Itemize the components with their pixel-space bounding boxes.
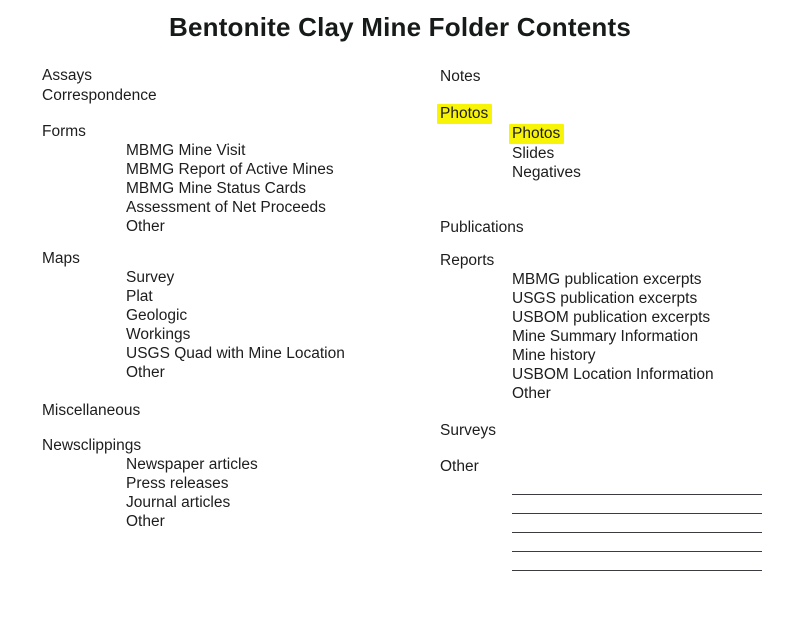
section-notes bbox=[440, 67, 790, 86]
list-item bbox=[440, 327, 790, 346]
list-item bbox=[440, 365, 790, 384]
section-heading bbox=[440, 218, 790, 237]
section-other bbox=[440, 457, 790, 571]
list-item bbox=[440, 163, 790, 182]
item-text: Newspaper articles bbox=[126, 456, 258, 473]
item-text: Other bbox=[126, 364, 165, 381]
list-item bbox=[440, 144, 790, 163]
list-item bbox=[42, 287, 432, 306]
item-text: Other bbox=[126, 218, 165, 235]
heading-text: Forms bbox=[42, 123, 86, 140]
write-in-line bbox=[512, 514, 762, 533]
item-text: Other bbox=[512, 385, 551, 402]
list-item bbox=[42, 217, 432, 236]
list-item bbox=[42, 141, 432, 160]
heading-text: Assays bbox=[42, 67, 92, 84]
heading-text: Newsclippings bbox=[42, 437, 142, 454]
list-item bbox=[42, 344, 432, 363]
heading-text: Reports bbox=[440, 252, 495, 269]
section-heading bbox=[42, 401, 432, 420]
list-item bbox=[42, 160, 432, 179]
heading-text: Publications bbox=[440, 219, 524, 236]
section-forms bbox=[42, 122, 432, 236]
list-item bbox=[42, 306, 432, 325]
item-text: Mine Summary Information bbox=[512, 328, 699, 345]
section-heading bbox=[440, 421, 790, 440]
item-text: USBOM publication excerpts bbox=[512, 309, 711, 326]
list-item bbox=[42, 512, 432, 531]
section-correspondence bbox=[42, 86, 432, 105]
list-item bbox=[42, 474, 432, 493]
section-surveys bbox=[440, 421, 790, 440]
list-item bbox=[42, 455, 432, 474]
list-item bbox=[42, 325, 432, 344]
section-publications bbox=[440, 218, 790, 237]
write-in-line bbox=[512, 495, 762, 514]
list-item bbox=[42, 363, 432, 382]
section-heading bbox=[42, 436, 432, 455]
left-column bbox=[42, 66, 432, 531]
section-heading bbox=[440, 67, 790, 86]
list-item bbox=[440, 289, 790, 308]
section-heading bbox=[440, 457, 790, 476]
right-column bbox=[440, 67, 790, 571]
section-heading bbox=[440, 104, 790, 124]
list-item bbox=[42, 198, 432, 217]
list-item bbox=[440, 384, 790, 403]
heading-text: Miscellaneous bbox=[42, 402, 141, 419]
item-text: USGS Quad with Mine Location bbox=[126, 345, 345, 362]
write-in-line bbox=[512, 476, 762, 495]
write-in-line bbox=[512, 552, 762, 571]
list-item bbox=[42, 493, 432, 512]
section-newsclippings bbox=[42, 436, 432, 531]
item-text: Press releases bbox=[126, 475, 229, 492]
item-text: Workings bbox=[126, 326, 191, 343]
section-miscellaneous bbox=[42, 401, 432, 420]
list-item bbox=[440, 346, 790, 365]
section-heading bbox=[440, 251, 790, 270]
list-item bbox=[440, 270, 790, 289]
write-in-line bbox=[512, 533, 762, 552]
item-text: USBOM Location Information bbox=[512, 366, 714, 383]
list-item bbox=[42, 179, 432, 198]
section-heading bbox=[42, 122, 432, 141]
page-title: Bentonite Clay Mine Folder Contents bbox=[168, 12, 632, 42]
section-maps bbox=[42, 249, 432, 382]
item-text: MBMG Mine Visit bbox=[126, 142, 246, 159]
section-heading bbox=[42, 86, 432, 105]
item-text: Other bbox=[126, 513, 165, 530]
highlighted-heading-text: Photos bbox=[437, 104, 492, 124]
section-heading bbox=[42, 66, 432, 85]
item-text: Survey bbox=[126, 269, 175, 286]
item-text: Journal articles bbox=[126, 494, 231, 511]
item-text: MBMG publication excerpts bbox=[512, 271, 702, 288]
section-assays bbox=[42, 66, 432, 85]
heading-text: Maps bbox=[42, 250, 80, 267]
section-photos bbox=[440, 104, 790, 182]
heading-text: Notes bbox=[440, 68, 481, 85]
highlighted-item-text: Photos bbox=[509, 124, 564, 144]
item-text: Plat bbox=[126, 288, 153, 305]
list-item bbox=[440, 308, 790, 327]
heading-text: Surveys bbox=[440, 422, 496, 439]
section-heading bbox=[42, 249, 432, 268]
heading-text: Correspondence bbox=[42, 87, 157, 104]
item-text: Assessment of Net Proceeds bbox=[126, 199, 326, 216]
item-text: USGS publication excerpts bbox=[512, 290, 698, 307]
item-text: Slides bbox=[512, 145, 555, 162]
list-item bbox=[440, 124, 790, 144]
item-text: MBMG Mine Status Cards bbox=[126, 180, 307, 197]
heading-text: Other bbox=[440, 458, 479, 475]
list-item bbox=[42, 268, 432, 287]
item-text: Geologic bbox=[126, 307, 188, 324]
item-text: MBMG Report of Active Mines bbox=[126, 161, 334, 178]
section-reports bbox=[440, 251, 790, 403]
item-text: Negatives bbox=[512, 164, 581, 181]
item-text: Mine history bbox=[512, 347, 596, 364]
